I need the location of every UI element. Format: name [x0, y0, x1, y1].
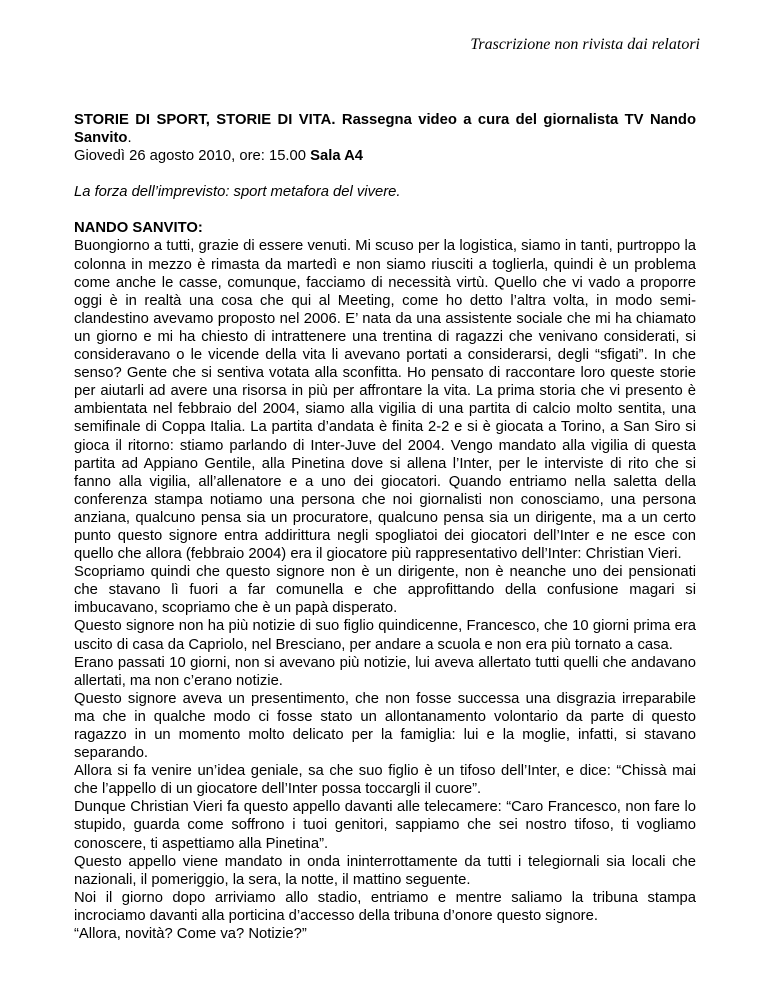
paragraph: Buongiorno a tutti, grazie di essere venuti. Mi scuso per la logistica, siamo in tanti, purtroppo la colonna in mezzo è rimasta da martedì e non siamo riusciti a toglierla, quindi è un problema come anche le casse, comunque, facciamo di necessità virtù. Quello che vi vado a proporre oggi è in realtà una cosa che qui al Meeting, come ho detto l’altra volta, in modo semi-clandestino avevamo proposto nel 2006. E’ nata da una assistente sociale che mi ha chiamato un giorno e mi ha chiesto di intrattenere una trentina di ragazzi che venivano considerati, si consideravano o le vicende della vita li avevano portati a considerarsi, degli “sfigati”. In che senso? Gente che si sentiva votata alla sconfitta. Ho pensato di raccontare loro queste storie per aiutarli ad avere una risorsa in più per affrontare la vita. La prima storia che vi presento è ambientata nel febbraio del 2004, siamo alla vigilia di una partita di calcio molto sentita, una semifinale di Coppa Italia. La partita d’andata è finita 2-2 e si è giocata a Torino, a San Siro si gioca il ritorno: stiamo parlando di Inter-Juve del 2004. Vengo mandato alla vigilia di questa partita ad Appiano Gentile, alla Pinetina dove si allena l’Inter, per le interviste di rito che si fanno alla vigilia, all’allenatore e a uno dei giocatori. Quando entriamo nella saletta della conferenza stampa notiamo una persona che noi giornalisti non conosciamo, una persona anziana, qualcuno pensa sia un procuratore, qualcuno pensa sia un dirigente, ma a un certo punto questo signore entra addirittura negli spogliatoi dei giocatori dell’Inter e ne esce con quello che allora (febbraio 2004) era il giocatore più rappresentativo dell’Inter: Christian Vieri. [74, 238, 696, 563]
event-title-text: STORIE DI SPORT, STORIE DI VITA. Rassegna video a cura del giornalista TV Nando Sanvito [74, 112, 696, 147]
paragraph: “Allora, novità? Come va? Notizie?” [74, 926, 307, 943]
paragraph: Questo signore non ha più notizie di suo figlio quindicenne, Francesco, che 10 giorni prima era uscito di casa da Capriolo, nel Bresciano, per andare a scuola e non era più tornato a casa. [74, 618, 696, 653]
paragraph: Noi il giorno dopo arriviamo allo stadio, entriamo e mentre saliamo la tribuna stampa incrociamo davanti alla porticina d’accesso della tribuna d’onore questo signore. [74, 889, 696, 924]
event-title-period: . [127, 130, 132, 147]
speaker-name: NANDO SANVITO: [74, 220, 203, 237]
paragraph: Erano passati 10 giorni, non si avevano più notizie, lui aveva allertato tutti quelli che andavano allertati, ma non c’erano notizie. [74, 654, 696, 689]
event-room: Sala A4 [310, 148, 364, 165]
paragraph: Dunque Christian Vieri fa questo appello davanti alle telecamere: “Caro Francesco, non fare lo stupido, guarda come soffrono i tuoi genitori, sappiamo che sei nostro tifoso, ti vogliamo conoscere, ti aspettiamo alla Pinetina”. [74, 799, 696, 852]
paragraph: Scopriamo quindi che questo signore non è un dirigente, non è neanche uno dei pensionati che stavano lì fuori a far comunella e che approfittando della confusione magari si imbucavano, scopriamo che è un papà disperato. [74, 564, 696, 617]
document-body [74, 111, 696, 943]
paragraph: Questo appello viene mandato in onda ininterrottamente da tutti i telegiornali sia locali che nazionali, il pomeriggio, la sera, la notte, il mattino seguente. [74, 853, 696, 888]
event-subtitle: La forza dell’imprevisto: sport metafora del vivere. [74, 184, 401, 201]
paragraph: Allora si fa venire un’idea geniale, sa che suo figlio è un tifoso dell’Inter, e dice: “Chissà mai che l’appello di un giocatore dell’Inter possa toccargli il cuore”. [74, 763, 696, 798]
paragraph: Questo signore aveva un presentimento, che non fosse successa una disgrazia irreparabile ma che in qualche modo ci fosse stato un allontanamento volontario da parte di questo ragazzo in un momento molto delicato per la famiglia: lui e la moglie, infatti, si stavano separando. [74, 690, 696, 762]
event-date-time: Giovedì 26 agosto 2010, ore: 15.00 [74, 148, 311, 165]
transcription-note: Trascrizione non rivista dai relatori [470, 36, 700, 53]
event-title [74, 111, 696, 147]
event-dateline [74, 147, 696, 165]
